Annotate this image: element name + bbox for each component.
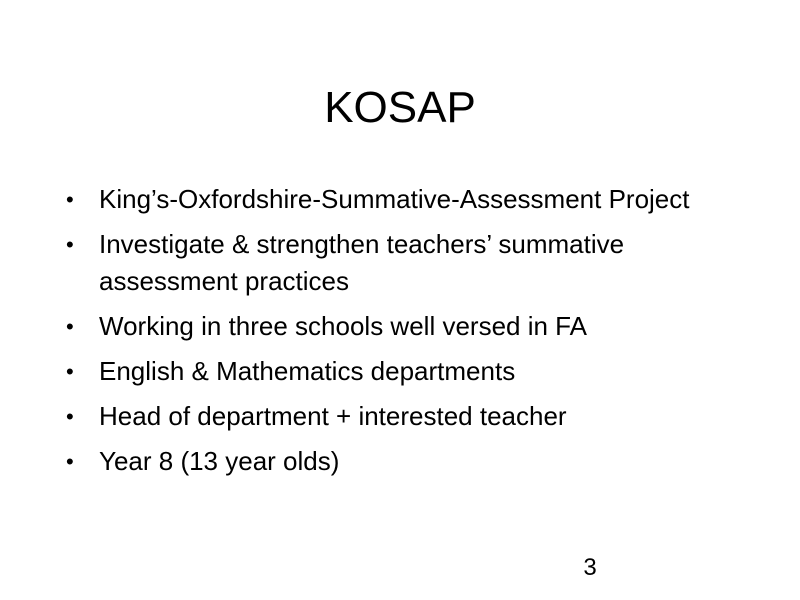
bullet-text: Head of department + interested teacher: [99, 401, 567, 431]
bullet-list: [66, 181, 746, 488]
bullet-text: Year 8 (13 year olds): [99, 446, 340, 476]
bullet-item: [66, 353, 746, 390]
bullet-marker: •: [66, 314, 74, 339]
bullet-item: [66, 181, 746, 218]
bullet-text: King’s-Oxfordshire-Summative-Assessment Project: [99, 184, 690, 214]
bullet-marker: •: [66, 187, 74, 212]
bullet-item: [66, 226, 746, 300]
slide-number: 3: [583, 554, 597, 581]
bullet-text: Investigate & strengthen teachers’ summative assessment practices: [99, 229, 625, 296]
bullet-item: [66, 398, 746, 435]
bullet-marker: •: [66, 359, 74, 384]
bullet-item: [66, 443, 746, 480]
bullet-item: [66, 308, 746, 345]
bullet-marker: •: [66, 232, 74, 257]
bullet-marker: •: [66, 449, 74, 474]
bullet-text: English & Mathematics departments: [99, 356, 516, 386]
slide-title: KOSAP: [324, 83, 476, 132]
bullet-text: Working in three schools well versed in FA: [99, 311, 587, 341]
bullet-marker: •: [66, 404, 74, 429]
